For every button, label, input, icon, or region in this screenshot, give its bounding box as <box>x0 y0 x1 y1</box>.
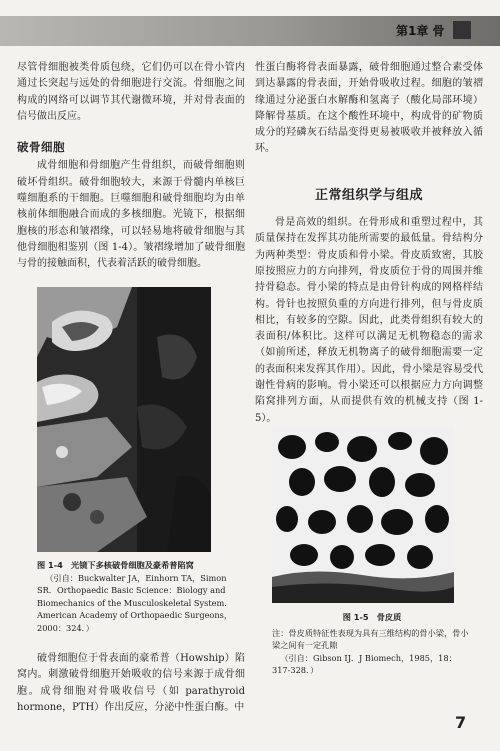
figure-1-5-citation: （引自：Gibson IJ．J Biomech，1985，18：317-328．） <box>272 652 457 676</box>
trabecular-bone-image <box>272 427 454 603</box>
page-number: 7 <box>455 713 467 732</box>
figure-1-5-caption <box>272 611 472 677</box>
osteoclast-micrograph-image <box>37 287 211 552</box>
left-column-bottom <box>17 651 245 716</box>
figure-1-4-caption <box>37 559 237 635</box>
figure-1-5-note: 注：骨皮质特征性表现为具有三维结构的骨小梁，骨小梁之间有一定孔隙 <box>272 627 469 651</box>
paragraph-osteocyte-network: 尽管骨细胞被类骨质包绕，它们仍可以在骨小管内通过长突起与远处的骨细胞进行交流。骨细胞之间构成的网络可以调节其代谢微环境，并对骨表面的信号做出反应。 <box>17 62 245 122</box>
chapter-marker-box <box>453 21 471 39</box>
figure-1-4-citation: （引自：Buckwalter JA，Einhorn TA，Simon SR．Orthopaedic Basic Science：Biology and Biomechanics of the Musculoskeletal System．American Academy of Orthopaedic Surgeons，2000：324．） <box>37 572 233 633</box>
figure-1-4-micrograph <box>37 287 211 552</box>
right-column <box>255 60 483 427</box>
paragraph-howship-lacunae: 破骨细胞位于骨表面的豪希普（Howship）陷窝内。刺激破骨细胞开始吸收的信号来源于成骨细胞。成骨细胞对骨吸收信号（如 parathyroid hormone，PTH）作出反应，分泌中性蛋白酶。中 <box>17 653 245 713</box>
figure-1-5-title: 图 1-5 骨皮质 <box>342 612 402 622</box>
figure-1-5-trabecular-bone <box>272 427 454 603</box>
chapter-title: 第1章 骨 <box>396 24 445 38</box>
paragraph-bone-structure: 骨是高效的组织。在骨形成和重塑过程中，其质量保持在发挥其功能所需要的最低量。骨结构分为两种类型：骨皮质和骨小梁。骨皮质致密，其胶原按照应力的方向排列，骨皮质位于骨的周围并维持骨稳态。骨小梁的特点是由骨针构成的网格样结构。骨针也按照负重的方向进行排列，但与骨皮质相比，有较多的空隙。因此，此类骨组织有较大的表面积/体积比。这样可以满足无机物稳态的需求（如前所述，释放无机物离子的破骨细胞需要一定的表面积来发挥其作用）。因此，骨小梁是容易受代谢性骨病的影响。骨小梁还可以根据应力方向调整陷窝排列方面，从而提供有效的机械支持（图 1-5）。 <box>255 217 483 424</box>
paragraph-resorption-process: 性蛋白酶将骨表面暴露，破骨细胞通过整合素受体到达暴露的骨表面，开始骨吸收过程。细胞的皱褶缘通过分泌蛋白水解酶和氢离子（酸化局部环境）降解骨基质。在这个酸性环境中，构成骨的矿物质成分的羟磷灰石结晶变得更易被吸收并被释放入循环。 <box>255 62 483 155</box>
figure-1-4-title: 图 1-4 光镜下多核破骨细胞及豪希普陷窝 <box>37 560 194 570</box>
section-heading-histology: 正常组织学与组成 <box>314 187 423 203</box>
section-heading-osteoclast: 破骨细胞 <box>17 140 65 155</box>
paragraph-osteoclast-intro: 成骨细胞和骨细胞产生骨组织，而破骨细胞则破坏骨组织。破骨细胞较大，来源于骨髓内单核巨噬细胞系的干细胞。巨噬细胞和破骨细胞均为由单核前体细胞融合而成的多核细胞。光镜下，根据细胞核的形态和皱褶缘，可以轻易地将破骨细胞与其他骨细胞相鉴别（图 1-4）。皱褶缘增加了破骨细胞与骨的接触面积，代表着活跃的破骨细胞。 <box>17 160 245 270</box>
left-column-top <box>17 60 245 273</box>
